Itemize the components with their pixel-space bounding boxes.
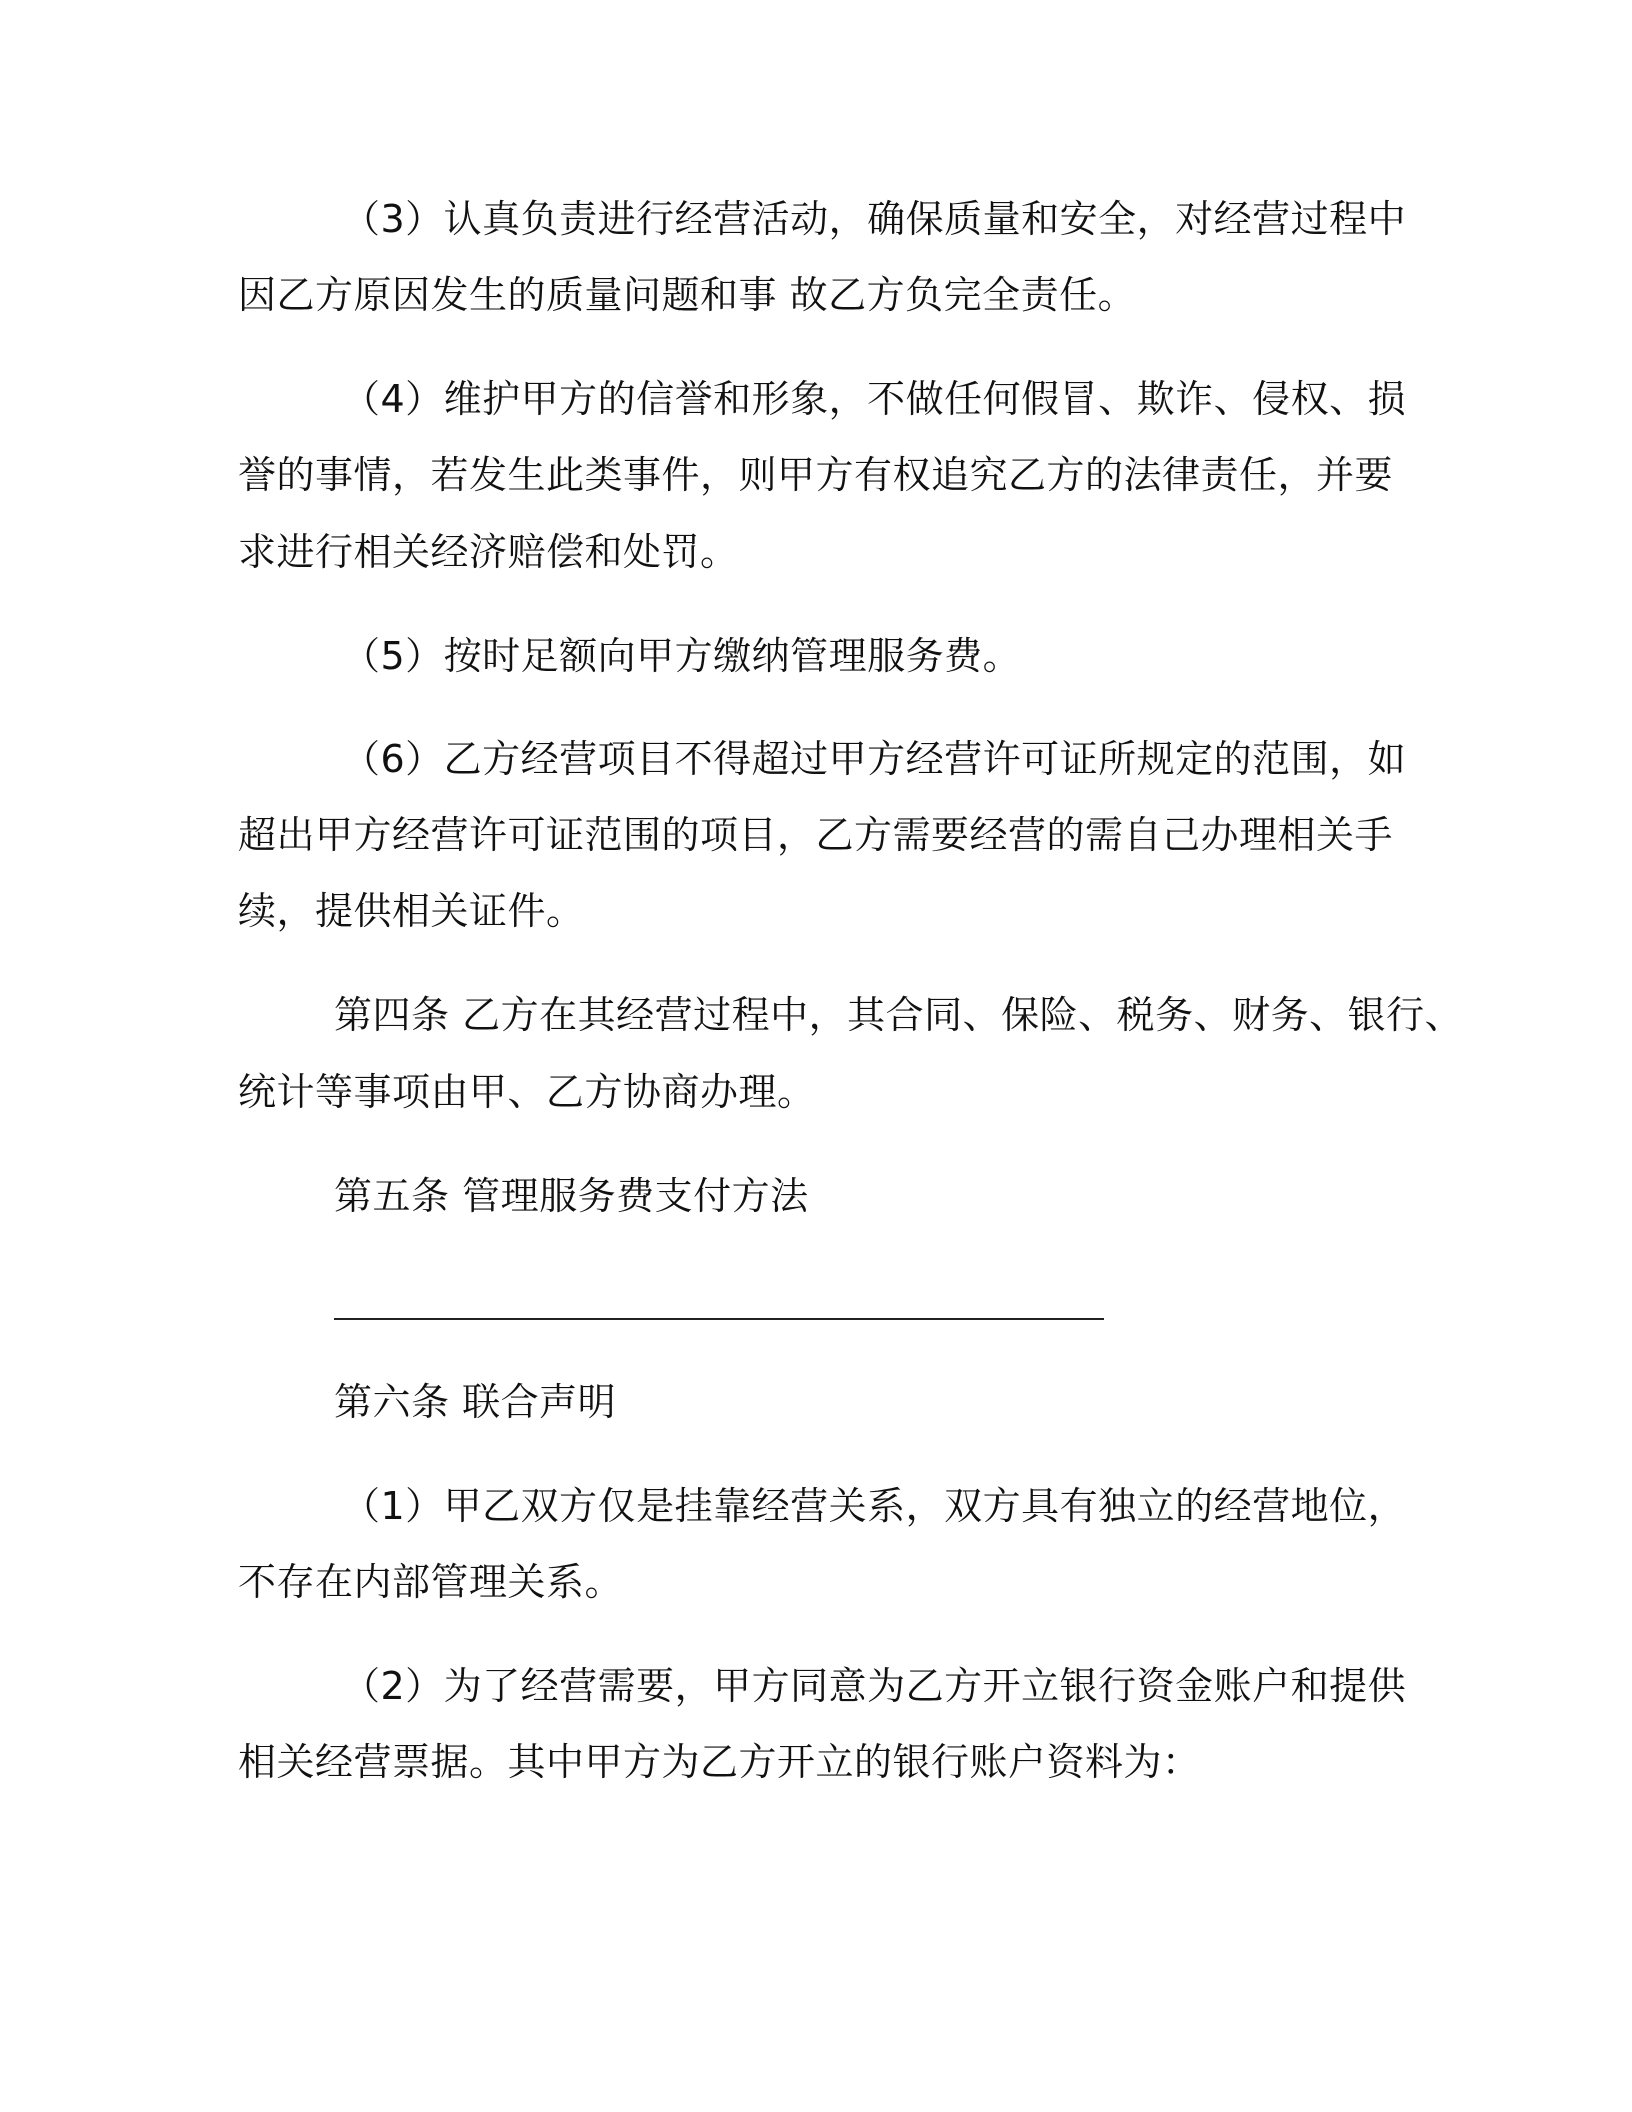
clause-4-line-3: 求进行相关经济赔偿和处罚。	[238, 530, 739, 574]
statement-2-line-2: 相关经营票据。其中甲方为乙方开立的银行账户资料为：	[238, 1740, 1201, 1784]
clause-6-line-2: 超出甲方经营许可证范围的项目，乙方需要经营的需自己办理相关手	[238, 813, 1394, 857]
clause-6-line-1: （6）乙方经营项目不得超过甲方经营许可证所规定的范围，如	[342, 737, 1407, 781]
statement-2-line-1: （2）为了经营需要，甲方同意为乙方开立银行资金账户和提供	[342, 1664, 1407, 1708]
clause-6-line-3: 续，提供相关证件。	[238, 889, 585, 933]
clause-3-line-2: 因乙方原因发生的质量问题和事 故乙方负完全责任。	[238, 273, 1137, 317]
article-4-line-1: 第四条 乙方在其经营过程中，其合同、保险、税务、财务、银行、	[334, 993, 1464, 1037]
clause-4-line-2: 誉的事情，若发生此类事件，则甲方有权追究乙方的法律责任，并要	[238, 453, 1394, 497]
clause-4-line-1: （4）维护甲方的信誉和形象，不做任何假冒、欺诈、侵权、损	[342, 377, 1407, 421]
article-6-heading: 第六条 联合声明	[334, 1380, 617, 1424]
clause-3-line-1: （3）认真负责进行经营活动，确保质量和安全，对经营过程中	[342, 197, 1407, 241]
article-5-heading: 第五条 管理服务费支付方法	[334, 1174, 809, 1218]
statement-1-line-2: 不存在内部管理关系。	[238, 1560, 624, 1604]
statement-1-line-1: （1）甲乙双方仅是挂靠经营关系，双方具有独立的经营地位，	[342, 1484, 1407, 1528]
clause-5-line-1: （5）按时足额向甲方缴纳管理服务费。	[342, 634, 1022, 678]
article-4-line-2: 统计等事项由甲、乙方协商办理。	[238, 1070, 816, 1114]
fill-in-blank-line	[334, 1318, 1104, 1320]
